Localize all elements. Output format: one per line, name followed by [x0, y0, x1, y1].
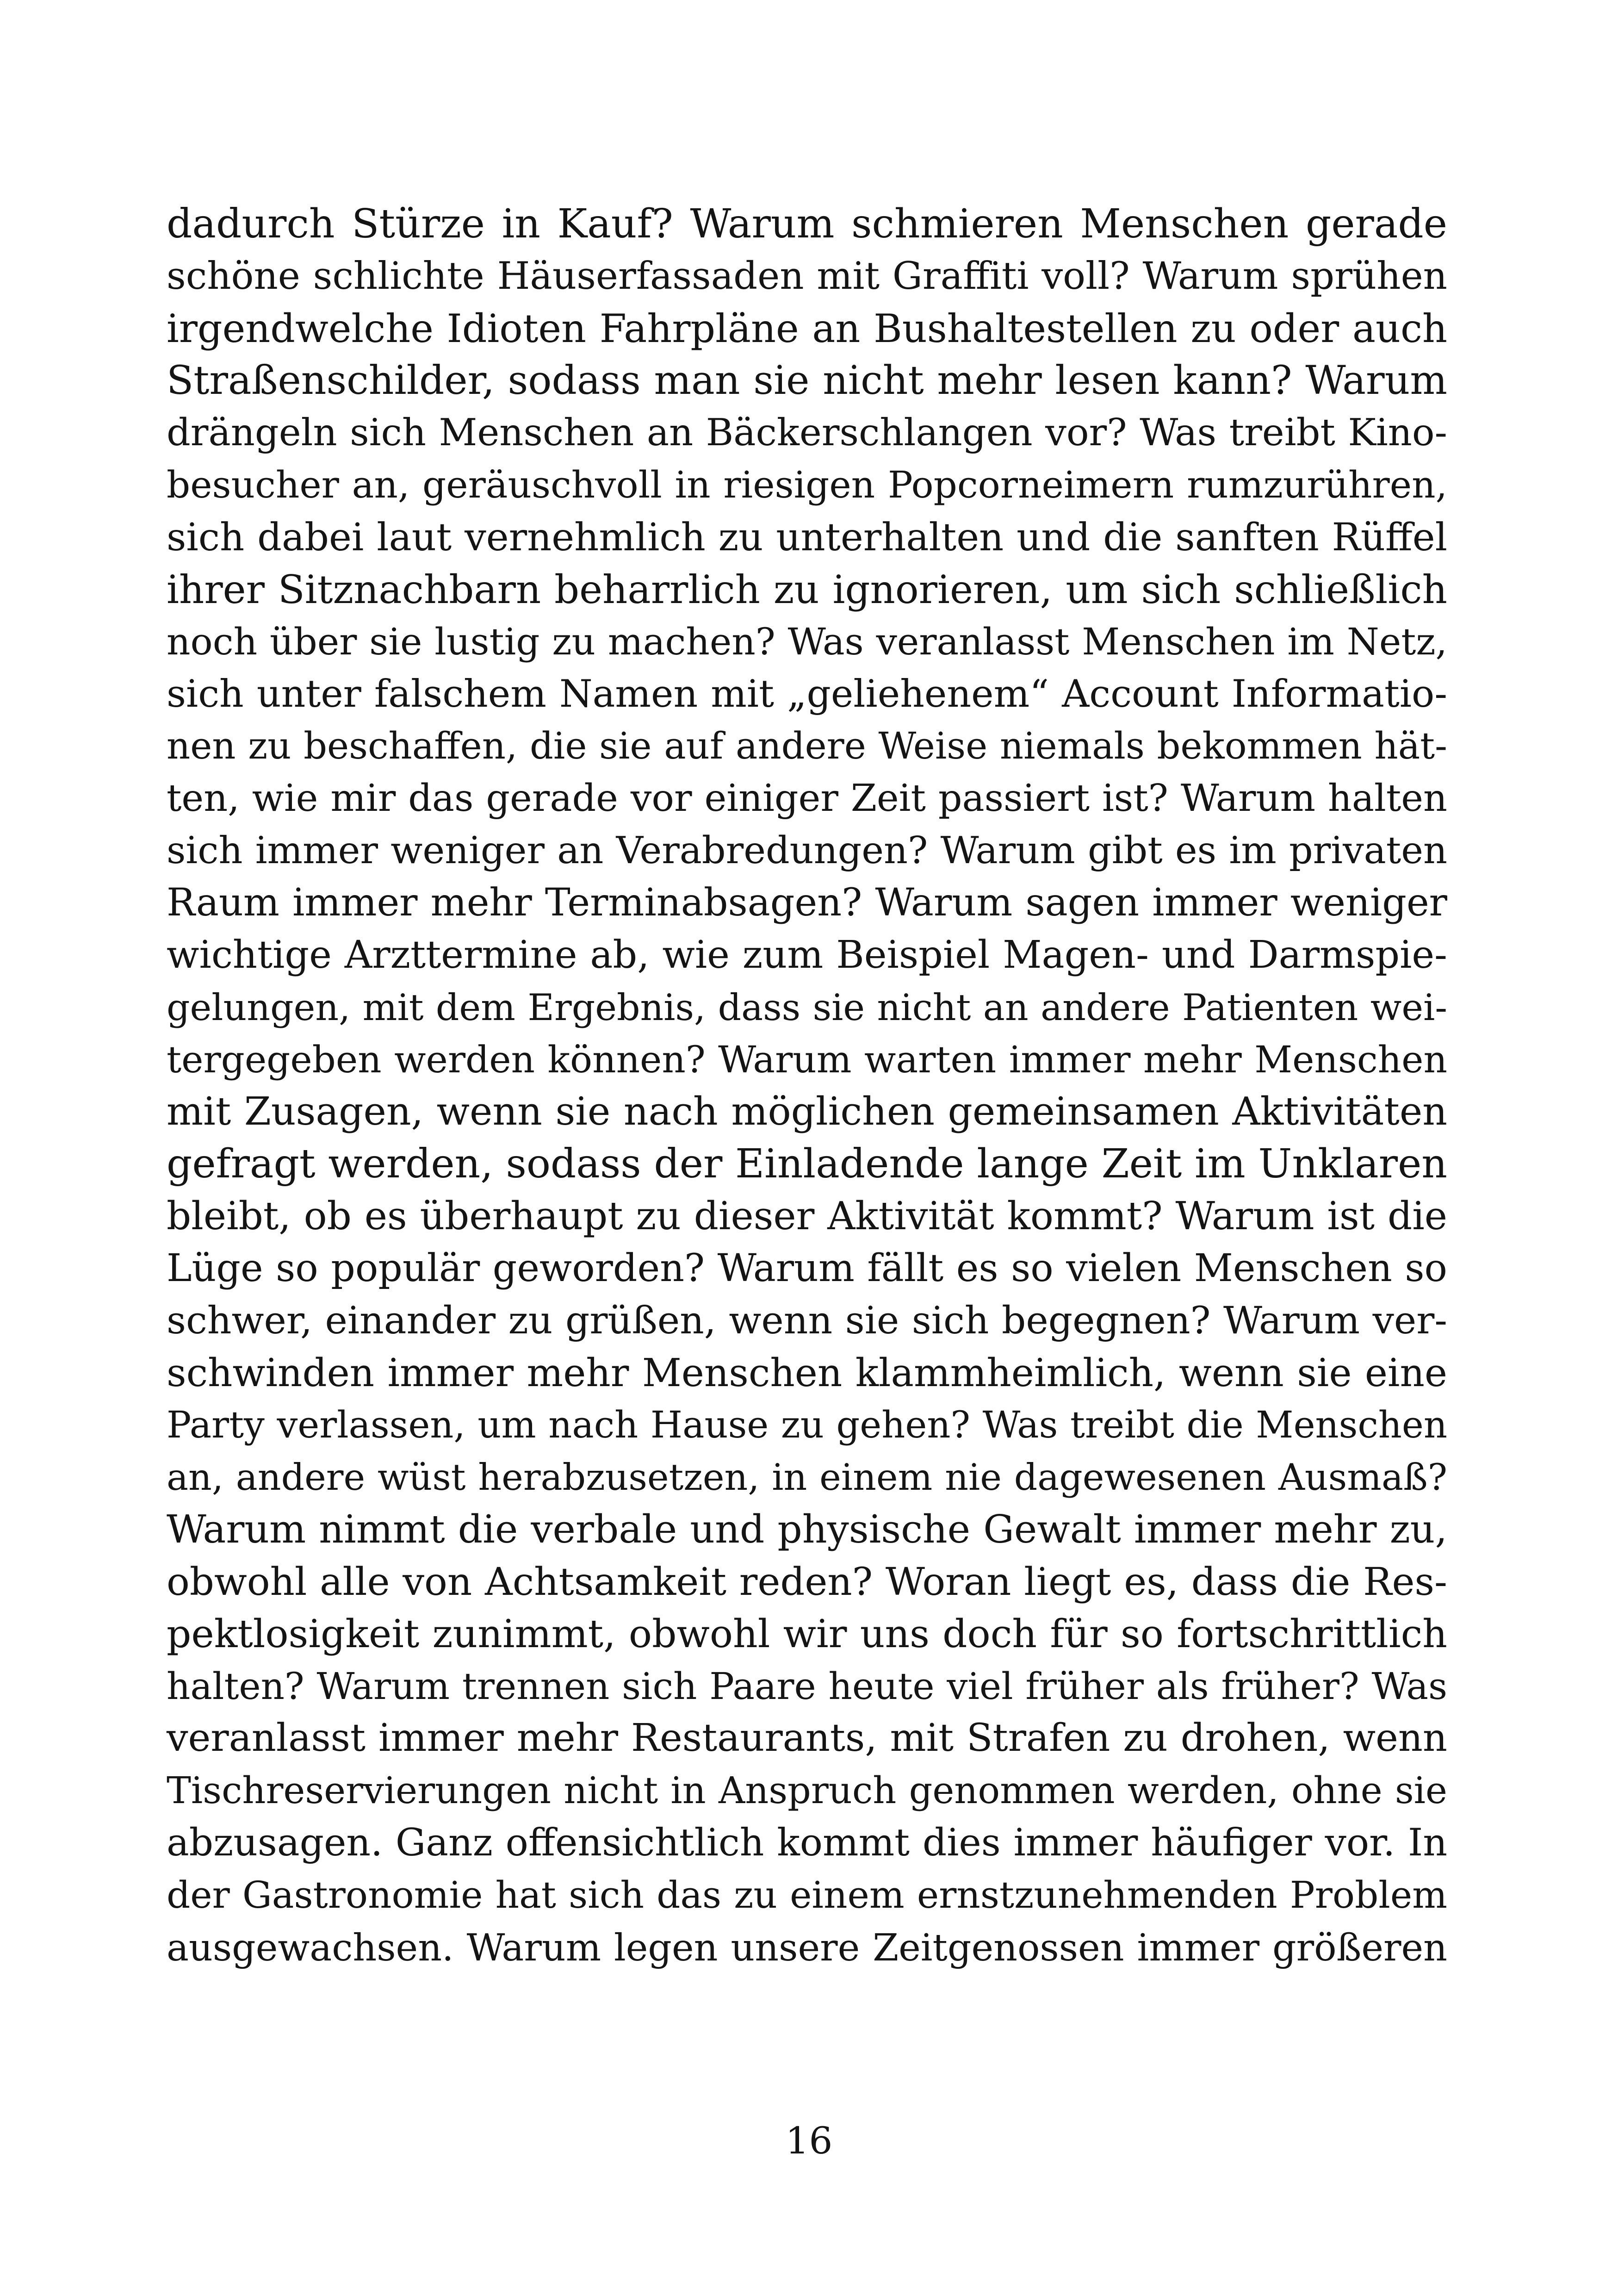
- text-line: ausgewachsen. Warum legen unsere Zeitgenossen immer größeren: [167, 1925, 1447, 1969]
- text-line: pektlosigkeit zunimmt, obwohl wir uns doch für so fortschrittlich: [167, 1611, 1447, 1656]
- text-line: Raum immer mehr Terminabsagen? Warum sagen immer weniger: [167, 880, 1447, 925]
- body-text: [167, 198, 1447, 1974]
- text-line: irgendwelche Idioten Fahrpläne an Bushaltestellen zu oder auch: [167, 305, 1447, 351]
- text-line: der Gastronomie hat sich das zu einem ernstzunehmenden Problem: [167, 1873, 1447, 1916]
- text-line: schwinden immer mehr Menschen klammheimlich, wenn sie eine: [167, 1350, 1447, 1395]
- text-line: drängeln sich Menschen an Bäckerschlangen vor? Was treibt Kino-: [167, 411, 1447, 455]
- text-line: besucher an, geräuschvoll in riesigen Popcorneimern rumzurühren,: [167, 463, 1447, 507]
- text-line: obwohl alle von Achtsamkeit reden? Woran liegt es, dass die Res-: [167, 1559, 1447, 1604]
- text-line: ten, wie mir das gerade vor einiger Zeit passiert ist? Warum halten: [167, 777, 1447, 821]
- text-line: dadurch Stürze in Kauf? Warum schmieren Menschen gerade: [167, 201, 1447, 247]
- text-line: wichtige Arzttermine ab, wie zum Beispiel Magen- und Darmspie-: [167, 933, 1447, 977]
- text-line: noch über sie lustig zu machen? Was veranlasst Menschen im Netz,: [167, 620, 1447, 663]
- text-line: ihrer Sitznachbarn beharrlich zu ignorieren, um sich schließlich: [167, 566, 1447, 612]
- text-line: schwer, einander zu grüßen, wenn sie sich begegnen? Warum ver-: [167, 1298, 1447, 1343]
- text-line: abzusagen. Ganz offensichtlich kommt dies immer häufiger vor. In: [167, 1821, 1447, 1865]
- text-line: veranlasst immer mehr Restaurants, mit Strafen zu drohen, wenn: [167, 1716, 1447, 1761]
- text-line: an, andere wüst herabzusetzen, in einem nie dagewesenen Ausmaß?: [167, 1456, 1447, 1499]
- text-line: Lüge so populär geworden? Warum fällt es so vielen Menschen so: [167, 1246, 1447, 1290]
- text-line: sich unter falschem Namen mit „geliehenem“ Account Informatio-: [167, 672, 1447, 716]
- text-line: gelungen, mit dem Ergebnis, dass sie nicht an andere Patienten wei-: [167, 986, 1447, 1029]
- text-line: tergegeben werden können? Warum warten immer mehr Menschen: [167, 1038, 1447, 1081]
- text-line: schöne schlichte Häuserfassaden mit Graffiti voll? Warum sprühen: [167, 254, 1447, 298]
- text-line: Party verlassen, um nach Hause zu gehen? Was treibt die Menschen: [167, 1403, 1447, 1447]
- text-line: mit Zusagen, wenn sie nach möglichen gemeinsamen Aktivitäten: [167, 1089, 1447, 1134]
- text-line: bleibt, ob es überhaupt zu dieser Aktivität kommt? Warum ist die: [167, 1194, 1447, 1239]
- page-number: 16: [785, 2119, 833, 2162]
- text-line: Warum nimmt die verbale und physische Gewalt immer mehr zu,: [167, 1507, 1447, 1552]
- text-line: nen zu beschaffen, die sie auf andere Weise niemals bekommen hät-: [167, 724, 1447, 768]
- text-line: Tischreservierungen nicht in Anspruch genommen werden, ohne sie: [167, 1769, 1447, 1812]
- text-line: sich immer weniger an Verabredungen? Warum gibt es im privaten: [167, 829, 1447, 873]
- text-line: halten? Warum trennen sich Paare heute viel früher als früher? Was: [167, 1664, 1447, 1708]
- text-line: sich dabei laut vernehmlich zu unterhalten und die sanften Rüffel: [167, 515, 1447, 560]
- text-line: gefragt werden, sodass der Einladende lange Zeit im Unklaren: [167, 1141, 1447, 1188]
- text-line: Straßenschilder, sodass man sie nicht mehr lesen kann? Warum: [167, 357, 1447, 404]
